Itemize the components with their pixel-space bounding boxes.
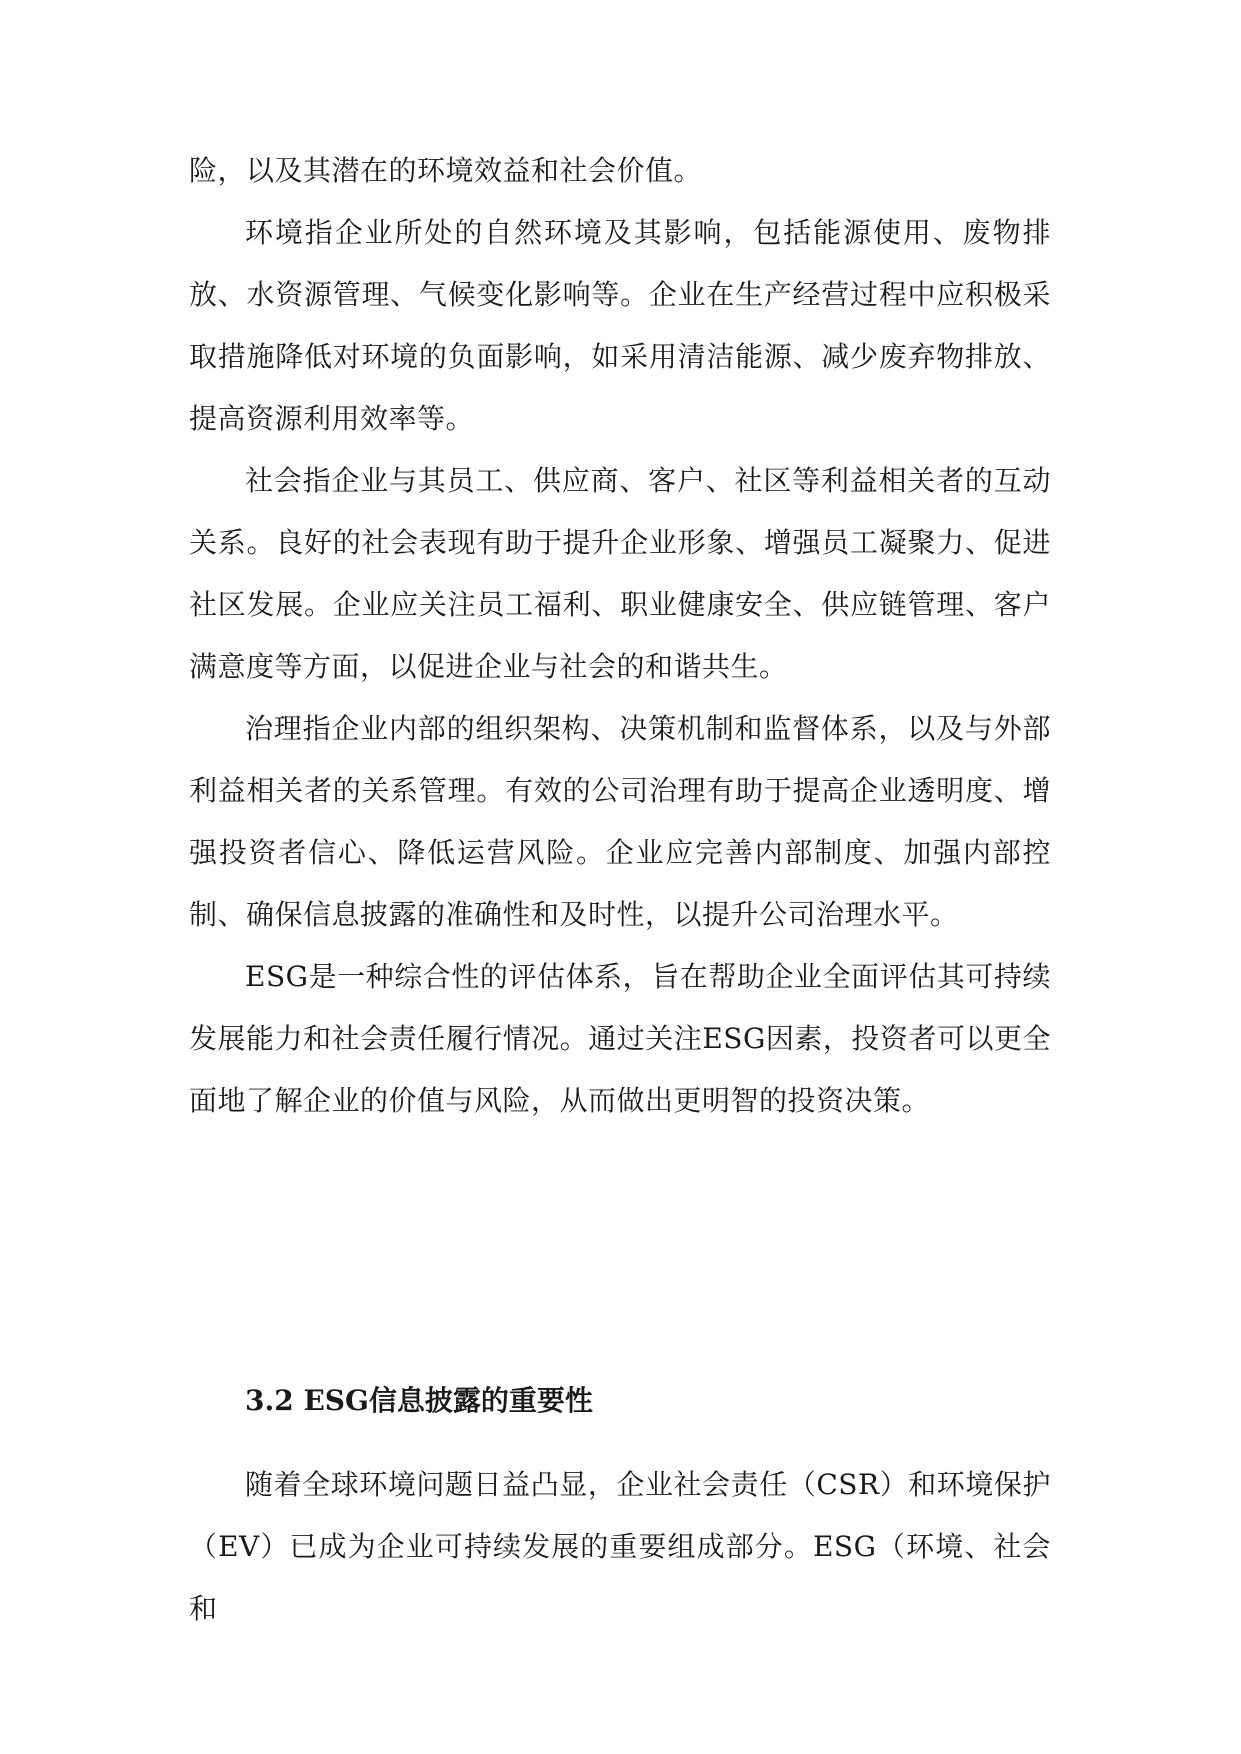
body-text-top [189,140,1051,1132]
paragraph-environment: 环境指企业所处的自然环境及其影响，包括能源使用、废物排放、水资源管理、气候变化影响等。企业在生产经营过程中应积极采取措施降低对环境的负面影响，如采用清洁能源、减少废弃物排放、提高资源利用效率等。 [189,216,1051,435]
body-text-bottom [189,1454,1051,1640]
paragraph-social: 社会指企业与其员工、供应商、客户、社区等利益相关者的互动关系。良好的社会表现有助于提升企业形象、增强员工凝聚力、促进社区发展。企业应关注员工福利、职业健康安全、供应链管理、客户满意度等方面，以促进企业与社会的和谐共生。 [189,464,1051,683]
paragraph-importance: 随着全球环境问题日益凸显，企业社会责任（CSR）和环境保护（EV）已成为企业可持续发展的重要组成部分。ESG（环境、社会和 [189,1468,1051,1625]
paragraph-esg-summary: ESG是一种综合性的评估体系，旨在帮助企业全面评估其可持续发展能力和社会责任履行情况。通过关注ESG因素，投资者可以更全面地了解企业的价值与风险，从而做出更明智的投资决策。 [189,960,1051,1117]
paragraph-governance: 治理指企业内部的组织架构、决策机制和监督体系，以及与外部利益相关者的关系管理。有效的公司治理有助于提高企业透明度、增强投资者信心、降低运营风险。企业应完善内部制度、加强内部控制、确保信息披露的准确性和及时性，以提升公司治理水平。 [189,712,1051,931]
paragraph-continuation: 险，以及其潜在的环境效益和社会价值。 [189,154,703,187]
section-heading: 3.2 ESG信息披露的重要性 [245,1384,593,1417]
